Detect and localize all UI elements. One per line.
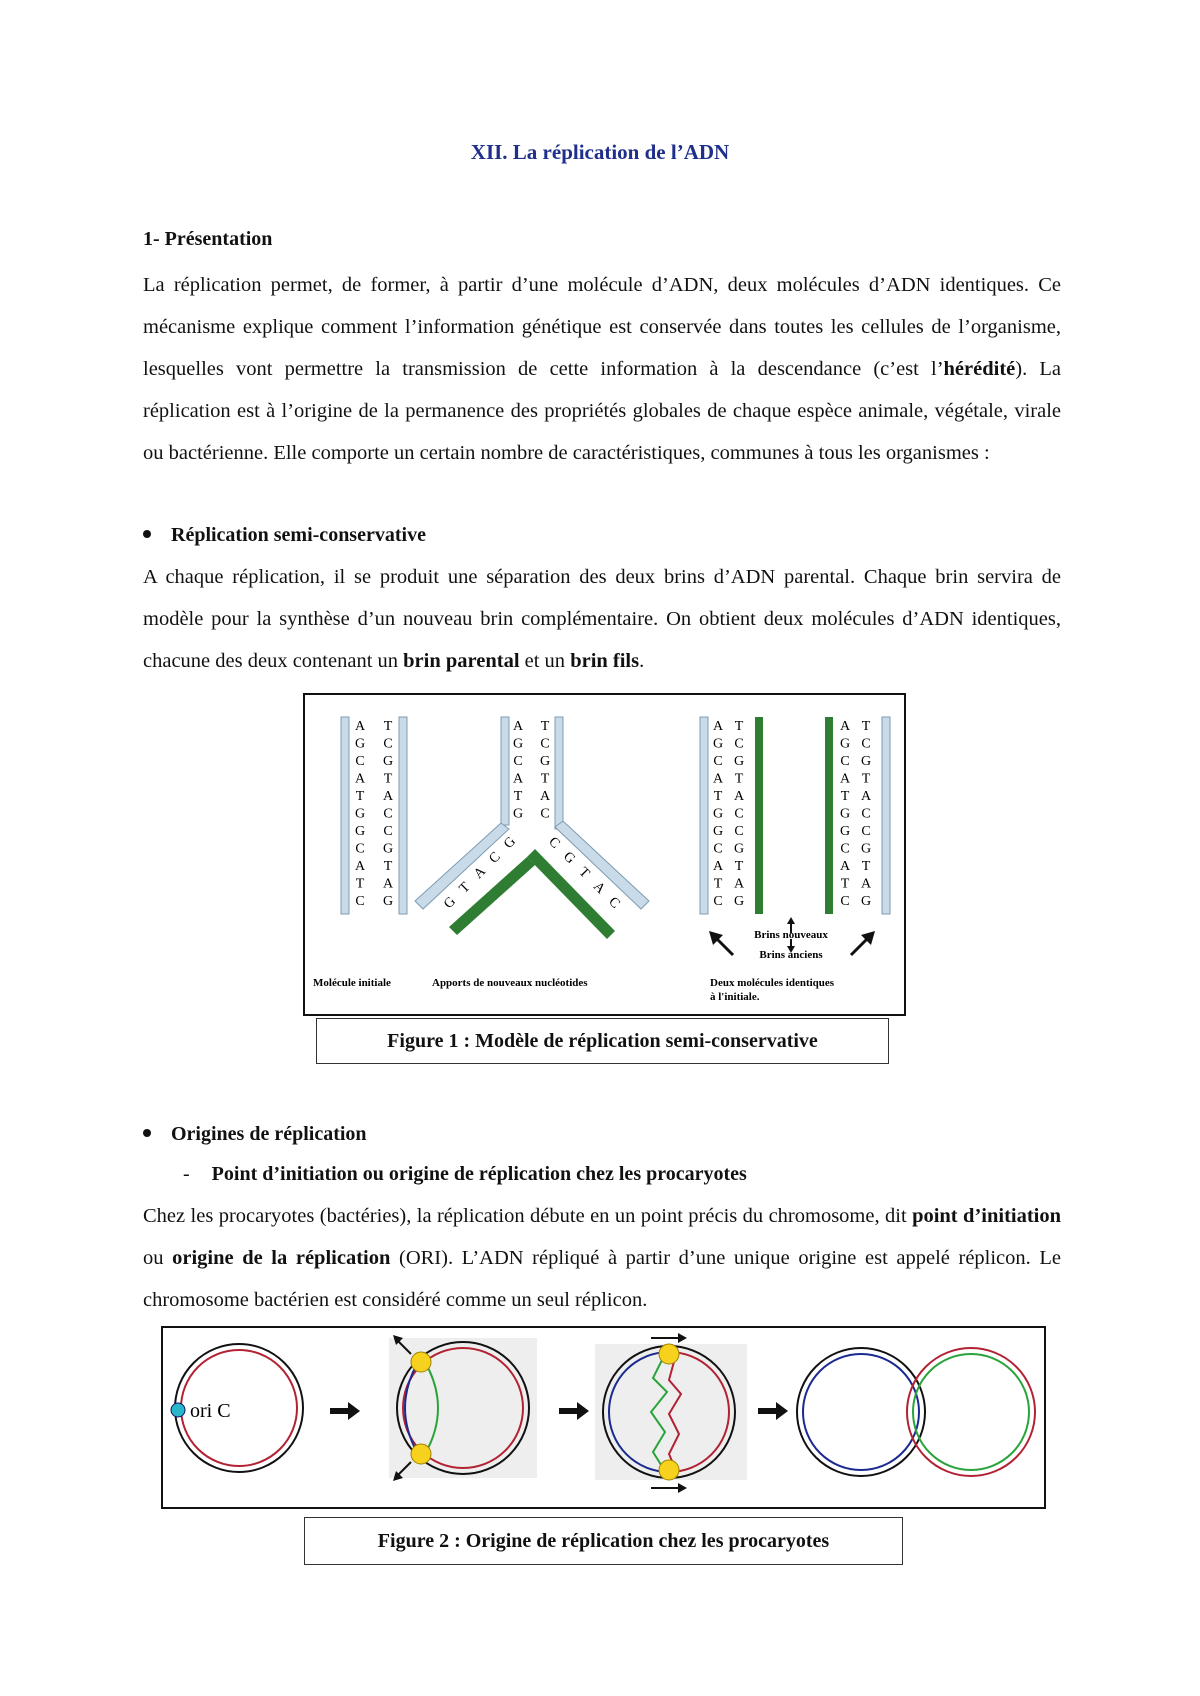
nucleotide-letter: G bbox=[860, 894, 872, 909]
nucleotide-letter: G bbox=[712, 824, 724, 839]
bold-term-brin-fils: brin fils bbox=[570, 650, 640, 672]
label-molecule-initiale: Molécule initiale bbox=[313, 977, 391, 989]
nucleotide-letter: T bbox=[383, 719, 393, 734]
nucleotide-letter: A bbox=[733, 876, 745, 892]
nucleotide-letter: T bbox=[456, 879, 474, 897]
nucleotide-letter: C bbox=[840, 894, 850, 909]
nucleotide-letter: C bbox=[861, 824, 871, 839]
new-strand bbox=[825, 717, 833, 914]
text-line: nombre de caractéristiques, communes à tous les organismes : bbox=[480, 442, 990, 464]
old-strand bbox=[700, 717, 708, 914]
label-brins-anciens: Brins anciens bbox=[759, 949, 823, 961]
nucleotide-letter: A bbox=[839, 771, 851, 787]
nucleotide-letter: G bbox=[733, 841, 745, 857]
nucleotide-letter: C bbox=[734, 736, 744, 752]
text-line: ou bbox=[143, 1247, 173, 1269]
text-line: descendance (c’est l’ bbox=[757, 358, 944, 380]
nucleotide-letter: A bbox=[590, 879, 608, 897]
figure-2-svg bbox=[163, 1328, 1044, 1507]
label-deux-molecules: Deux molécules identiques bbox=[710, 977, 835, 989]
old-strand bbox=[399, 717, 407, 914]
figure-2-origin-diagram bbox=[161, 1326, 1046, 1509]
nucleotide-letter: T bbox=[734, 859, 744, 874]
nucleotide-letter: A bbox=[860, 789, 872, 804]
nucleotide-letter: T bbox=[540, 719, 550, 734]
nucleotide-letter: G bbox=[382, 894, 394, 909]
nucleotide-letter: G bbox=[839, 824, 851, 839]
ori-c-point bbox=[171, 1403, 185, 1417]
nucleotide-letter: A bbox=[512, 771, 524, 787]
nucleotide-letter: G bbox=[860, 754, 872, 769]
text-line: et un bbox=[519, 650, 571, 672]
bullet-origines bbox=[143, 1123, 367, 1146]
label-brins-nouveaux: Brins nouveaux bbox=[754, 929, 828, 941]
bullet-label: Origines de réplication bbox=[171, 1123, 367, 1145]
nucleotide-letter: G bbox=[354, 736, 366, 752]
nucleotide-letter: A bbox=[539, 789, 551, 804]
nucleotide-letter: C bbox=[355, 841, 365, 857]
nucleotide-letter: A bbox=[712, 719, 724, 734]
nucleotide-letter: C bbox=[545, 834, 563, 852]
bold-term-origine: origine de la réplication bbox=[172, 1247, 391, 1269]
nucleotide-letter: A bbox=[354, 771, 366, 787]
nucleotide-letter: T bbox=[713, 876, 723, 892]
paragraph-procaryotes bbox=[143, 1195, 1061, 1321]
arrow-right-icon bbox=[758, 1402, 788, 1420]
nucleotide-letter: C bbox=[383, 824, 393, 839]
bold-term-point-initiation: point d’initiation bbox=[912, 1205, 1062, 1227]
nucleotide-letter: A bbox=[712, 859, 724, 874]
nucleotide-letter: A bbox=[354, 719, 366, 734]
nucleotide-letter: T bbox=[383, 771, 393, 787]
nucleotide-letter: T bbox=[383, 859, 393, 874]
arrow-right-icon bbox=[678, 1333, 687, 1343]
daughter-chromosome-inner bbox=[913, 1354, 1029, 1470]
nucleotide-letter: C bbox=[861, 806, 871, 822]
nucleotide-letter: G bbox=[354, 824, 366, 839]
nucleotide-letter: C bbox=[540, 736, 550, 752]
replication-fork bbox=[659, 1460, 679, 1480]
arrow-right-icon bbox=[678, 1483, 687, 1493]
nucleotide-letter: G bbox=[733, 754, 745, 769]
paragraph-semi-conservative bbox=[143, 556, 1061, 682]
nucleotide-letter: G bbox=[733, 894, 745, 909]
figure-1-replication-diagram bbox=[303, 693, 906, 1016]
text-line: . bbox=[639, 650, 645, 672]
figure-1-svg bbox=[305, 695, 904, 1014]
nucleotide-letter: C bbox=[734, 824, 744, 839]
nucleotide-letter: C bbox=[486, 849, 504, 867]
nucleotide-letter: C bbox=[734, 806, 744, 822]
nucleotide-letter: T bbox=[713, 789, 723, 804]
nucleotide-letter: T bbox=[355, 789, 365, 804]
nucleotide-letter: C bbox=[355, 894, 365, 909]
text-line: Chez les procaryotes (bactéries), la réplication débute en un point précis du chromosome, dit bbox=[143, 1205, 907, 1227]
nucleotide-letter: A bbox=[712, 771, 724, 787]
old-strand bbox=[555, 717, 563, 829]
nucleotide-letter: G bbox=[441, 894, 459, 912]
old-strand bbox=[501, 717, 509, 825]
nucleotide-letter: T bbox=[540, 771, 550, 787]
nucleotide-letter: G bbox=[512, 806, 524, 822]
daughter-chromosome-inner bbox=[803, 1354, 919, 1470]
nucleotide-letter: G bbox=[860, 841, 872, 857]
arrow-up-icon bbox=[787, 917, 795, 924]
bold-term-brin-parental: brin parental bbox=[403, 650, 520, 672]
nucleotide-letter: A bbox=[382, 876, 394, 892]
text-line: globales de chaque espèce animale, végétale, virale ou bactérienne. Elle comporte un certain bbox=[143, 400, 1062, 464]
nucleotide-letter: G bbox=[382, 841, 394, 857]
dash-marker: - bbox=[183, 1163, 190, 1185]
nucleotide-letter: A bbox=[839, 719, 851, 734]
nucleotide-letter: C bbox=[713, 841, 723, 857]
text-line: les cellules de l’organisme, lesquelles vont permettre la transmission de cette information à la bbox=[143, 316, 1061, 380]
bullet-label: Réplication semi-conservative bbox=[171, 524, 426, 546]
nucleotide-letter: C bbox=[840, 754, 850, 769]
subheading-procaryotes bbox=[183, 1163, 747, 1186]
nucleotide-letter: T bbox=[575, 864, 593, 882]
figure-1-caption: Figure 1 : Modèle de réplication semi-conservative bbox=[316, 1018, 889, 1064]
new-strand bbox=[755, 717, 763, 914]
nucleotide-letter: G bbox=[839, 806, 851, 822]
nucleotide-letter: G bbox=[354, 806, 366, 822]
nucleotide-letter: T bbox=[355, 876, 365, 892]
old-strand bbox=[882, 717, 890, 914]
replication-fork bbox=[411, 1444, 431, 1464]
nucleotide-letter: C bbox=[383, 736, 393, 752]
nucleotide-letter: T bbox=[861, 859, 871, 874]
daughter-chromosome-outer bbox=[907, 1348, 1035, 1476]
nucleotide-letter: C bbox=[861, 736, 871, 752]
label-a-l-initiale: à l'initiale. bbox=[710, 991, 760, 1003]
nucleotide-letter: G bbox=[839, 736, 851, 752]
bold-term-heredite: hérédité bbox=[943, 358, 1016, 380]
nucleotide-letter: A bbox=[839, 859, 851, 874]
text-line: La réplication permet, de former, à partir d’une molécule d’ADN, deux molécules d’ADN bbox=[143, 274, 931, 296]
nucleotide-letter: G bbox=[712, 806, 724, 822]
nucleotide-letter: G bbox=[560, 849, 578, 867]
arrow-right-icon bbox=[559, 1402, 589, 1420]
nucleotide-letter: A bbox=[354, 859, 366, 874]
nucleotide-letter: T bbox=[861, 771, 871, 787]
nucleotide-letter: A bbox=[471, 864, 489, 882]
nucleotide-letter: A bbox=[512, 719, 524, 734]
replication-fork bbox=[411, 1352, 431, 1372]
bullet-dot bbox=[143, 530, 151, 538]
ori-c-label: ori C bbox=[190, 1400, 231, 1422]
section-heading-presentation: 1- Présentation bbox=[143, 228, 273, 250]
paragraph-presentation bbox=[143, 264, 1061, 474]
text-line: ). La réplication est à l’origine de la permanence des propriétés bbox=[143, 358, 1061, 422]
old-strand bbox=[341, 717, 349, 914]
nucleotide-letter: C bbox=[605, 894, 623, 912]
nucleotide-letter: T bbox=[513, 789, 523, 804]
nucleotide-letter: T bbox=[840, 876, 850, 892]
page-title: XII. La réplication de l’ADN bbox=[470, 140, 730, 164]
figure-2-caption: Figure 2 : Origine de réplication chez les procaryotes bbox=[304, 1517, 903, 1565]
bullet-dot bbox=[143, 1129, 151, 1137]
nucleotide-letter: C bbox=[513, 754, 523, 769]
replication-fork bbox=[659, 1344, 679, 1364]
nucleotide-letter: G bbox=[512, 736, 524, 752]
nucleotide-letter: T bbox=[734, 719, 744, 734]
text-line: A chaque réplication, il se produit une séparation des deux brins d’ADN parental. Chaque brin bbox=[143, 566, 969, 588]
nucleotide-letter: C bbox=[713, 894, 723, 909]
nucleotide-letter: G bbox=[382, 754, 394, 769]
text-line: servira de modèle pour la synthèse d’un nouveau brin complémentaire. On obtient deux bbox=[143, 566, 1062, 630]
nucleotide-letter: C bbox=[355, 754, 365, 769]
bullet-semi-conservative bbox=[143, 524, 426, 547]
arrow-right-icon bbox=[330, 1402, 360, 1420]
nucleotide-letter: G bbox=[539, 754, 551, 769]
nucleotide-letter: G bbox=[501, 834, 519, 852]
subheading-label: Point d’initiation ou origine de réplication chez les procaryotes bbox=[211, 1163, 747, 1185]
nucleotide-letter: T bbox=[861, 719, 871, 734]
text-line: identiques. Ce mécanisme explique comment l’information génétique est conservée dans toutes bbox=[143, 274, 1061, 338]
nucleotide-letter: C bbox=[383, 806, 393, 822]
text-line: (ORI). L’ADN répliqué à partir d’une unique bbox=[390, 1247, 790, 1269]
nucleotide-letter: G bbox=[712, 736, 724, 752]
nucleotide-letter: C bbox=[713, 754, 723, 769]
nucleotide-letter: C bbox=[540, 806, 550, 822]
nucleotide-letter: T bbox=[840, 789, 850, 804]
nucleotide-letter: A bbox=[860, 876, 872, 892]
text-line: origine est appelé réplicon. Le chromosome bactérien est considéré comme un seul réplicon. bbox=[143, 1247, 1062, 1311]
nucleotide-letter: A bbox=[733, 789, 745, 804]
nucleotide-letter: C bbox=[840, 841, 850, 857]
text-line: molécules d’ADN identiques, chacune des deux contenant un bbox=[143, 608, 1061, 672]
daughter-chromosome-outer bbox=[797, 1348, 925, 1476]
nucleotide-letter: T bbox=[734, 771, 744, 787]
label-apports-nucleotides: Apports de nouveaux nucléotides bbox=[432, 977, 588, 989]
nucleotide-letter: A bbox=[382, 789, 394, 804]
